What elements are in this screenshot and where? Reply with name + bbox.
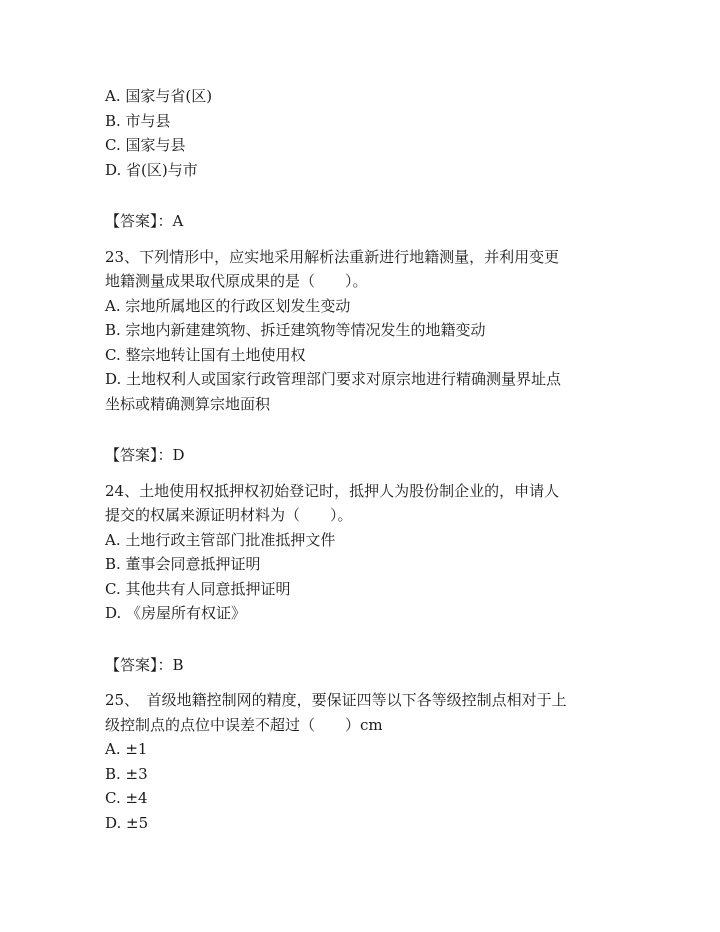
answer-24: 【答案】：B: [105, 655, 184, 674]
spacer: [105, 677, 625, 688]
question-stem-line: 24、土地使用权抵押权初始登记时，抵押人为股份制企业的，申请人: [105, 481, 560, 500]
option-d: D. ±5: [105, 813, 149, 832]
question-25: [105, 688, 625, 835]
question-stem-line: 25、 首级地籍控制网的精度，要保证四等以下各等级控制点相对于上: [105, 691, 567, 709]
option-c: C. ±4: [105, 789, 148, 807]
spacer: [105, 626, 625, 653]
option-d: D. 《房屋所有权证》: [105, 604, 247, 622]
option-a: A. 国家与省(区): [105, 87, 213, 105]
question-stem-line: 地籍测量成果取代原成果的是（ ）。: [105, 272, 368, 290]
option-c: C. 国家与县: [105, 136, 186, 154]
option-b: B. 市与县: [105, 111, 171, 130]
spacer: [105, 468, 625, 479]
answer-22: 【答案】：A: [105, 212, 184, 230]
question-stem-line: 23、下列情形中，应实地采用解析法重新进行地籍测量，并利用变更: [105, 247, 560, 266]
option-d: D. 省(区)与市: [105, 160, 198, 179]
option-b: B. ±3: [105, 764, 148, 783]
question-22-options: [105, 84, 625, 182]
answer-23: 【答案】：D: [105, 446, 185, 464]
option-c: C. 其他共有人同意抵押证明: [105, 579, 291, 598]
spacer: [105, 182, 625, 209]
question-23: [105, 245, 625, 417]
option-b: B. 宗地内新建建筑物、拆迁建筑物等情况发生的地籍变动: [105, 321, 486, 339]
spacer: [105, 234, 625, 245]
question-24: [105, 479, 625, 626]
option-d: D. 土地权利人或国家行政管理部门要求对原宗地进行精确测量界址点: [105, 370, 562, 388]
question-stem-line: 提交的权属来源证明材料为（ ）。: [105, 506, 353, 524]
option-d-continuation: 坐标或精确测算宗地面积: [105, 394, 271, 413]
option-a: A. ±1: [105, 740, 148, 758]
option-c: C. 整宗地转让国有土地使用权: [105, 345, 306, 364]
option-a: A. 宗地所属地区的行政区划发生变动: [105, 296, 351, 315]
option-a: A. 土地行政主管部门批准抵押文件: [105, 530, 336, 549]
spacer: [105, 416, 625, 443]
question-stem-line: 级控制点的点位中误差不超过（ ）cm: [105, 715, 383, 734]
document-page: [105, 84, 625, 835]
option-b: B. 董事会同意抵押证明: [105, 555, 261, 573]
